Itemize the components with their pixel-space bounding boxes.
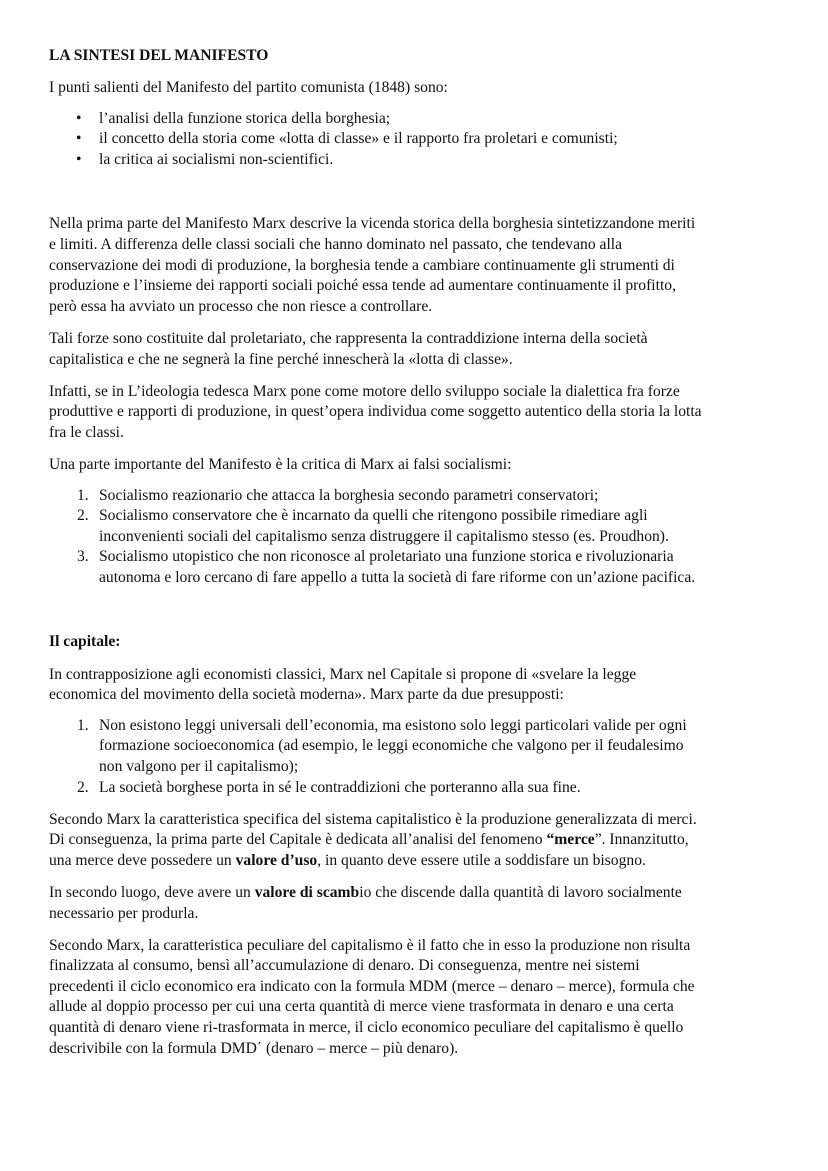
list-item: 2. Socialismo conservatore che è incarnato da quelli che ritengono possibile rimediare agli inconvenienti sociali del capitalismo senza distruggere il capitalismo stesso (es. Proudhon).	[77, 507, 669, 545]
paragraph-ideology: Infatti, se in L’ideologia tedesca Marx pone come motore dello sviluppo sociale la dialettica fra forze produttive e rapporti di produzione, in quest’opera individua come soggetto autentico della storia la lotta fra le classi.	[49, 382, 702, 441]
bullet-icon: •	[76, 109, 82, 127]
intro-paragraph: I punti salienti del Manifesto del partito comunista (1848) sono:	[49, 79, 448, 97]
list-item: • il concetto della storia come «lotta di classe» e il rapporto fra proletari e comunisti;	[49, 129, 769, 150]
bullet-icon: •	[76, 150, 82, 168]
paragraph-capital-intro: In contrapposizione agli economisti classici, Marx nel Capitale si propone di «svelare la legge economica del movimento della società moderna». Marx parte da due presupposti:	[49, 665, 637, 704]
paragraph-proletariat: Tali forze sono costituite dal proletariato, che rappresenta la contraddizione interna della società capitalistica e che ne segnerà la fine perché innescherà la «lotta di classe».	[49, 329, 648, 368]
paragraph-commodity: Secondo Marx la caratteristica specifica del sistema capitalistico è la produzione generalizzata di merci. Di conseguenza, la prima parte del Capitale è dedicata all’analisi del fenomeno “merce”. Innanzitutto, una merce deve possedere un valore d’uso, in quanto deve essere utile a soddisfare un bisogno.	[49, 810, 697, 869]
list-item: 1. Socialismo reazionario che attacca la borghesia secondo parametri conservatori;	[77, 486, 599, 504]
assumptions-list	[49, 716, 769, 798]
capital-heading: Il capitale:	[49, 633, 121, 651]
paragraph-bourgeoisie: Nella prima parte del Manifesto Marx descrive la vicenda storica della borghesia sintetizzandone meriti e limiti. A differenza delle classi sociali che hanno dominato nel passato, che tendevano alla conservazione dei modi di produzione, la borghesia tende a cambiare continuamente gli strumenti di produzione e l’insieme dei rapporti sociali poiché essa tende ad aumentare continuamente il profitto, però essa ha avviato un processo che non riesce a controllare.	[49, 215, 696, 315]
list-item: 2. La società borghese porta in sé le contraddizioni che porteranno alla sua fine.	[77, 778, 581, 796]
document-page	[49, 46, 769, 1059]
section-title: LA SINTESI DEL MANIFESTO	[49, 47, 269, 64]
list-item: 1. Non esistono leggi universali dell’economia, ma esistono solo leggi particolari valide per ogni formazione socioeconomica (ad esempio, le leggi economiche che valgono per il feudalesimo non valgono per il capitalismo);	[77, 716, 687, 775]
list-item: • l’analisi della funzione storica della borghesia;	[49, 109, 769, 130]
key-points-list	[49, 109, 769, 171]
bullet-icon: •	[76, 130, 82, 148]
list-item: 3. Socialismo utopistico che non riconosce al proletariato una funzione storica e rivoluzionaria autonoma e loro cercano di fare appello a tutta la società di fare riforme con un’azione pacifica.	[77, 548, 696, 586]
paragraph-false-socialisms: Una parte importante del Manifesto è la critica di Marx ai falsi socialismi:	[49, 455, 512, 473]
list-item: • la critica ai socialismi non-scientifici.	[49, 150, 769, 171]
socialisms-list	[49, 486, 769, 589]
paragraph-exchange-value: In secondo luogo, deve avere un valore di scambio che discende dalla quantità di lavoro socialmente necessario per produrla.	[49, 883, 682, 922]
paragraph-capitalism-cycle: Secondo Marx, la caratteristica peculiare del capitalismo è il fatto che in esso la produzione non risulta finalizzata al consumo, bensì all’accumulazione di denaro. Di conseguenza, mentre nei sistemi precedenti il ciclo economico era indicato con la formula MDM (merce – denaro – merce), formula che allude al doppio processo per cui una certa quantità di merce viene trasformata in denaro e una certa quantità di denaro viene ri-trasformata in merce, il ciclo economico peculiare del capitalismo è quello descrivibile con la formula DMD΄ (denaro – merce – più denaro).	[49, 936, 695, 1057]
